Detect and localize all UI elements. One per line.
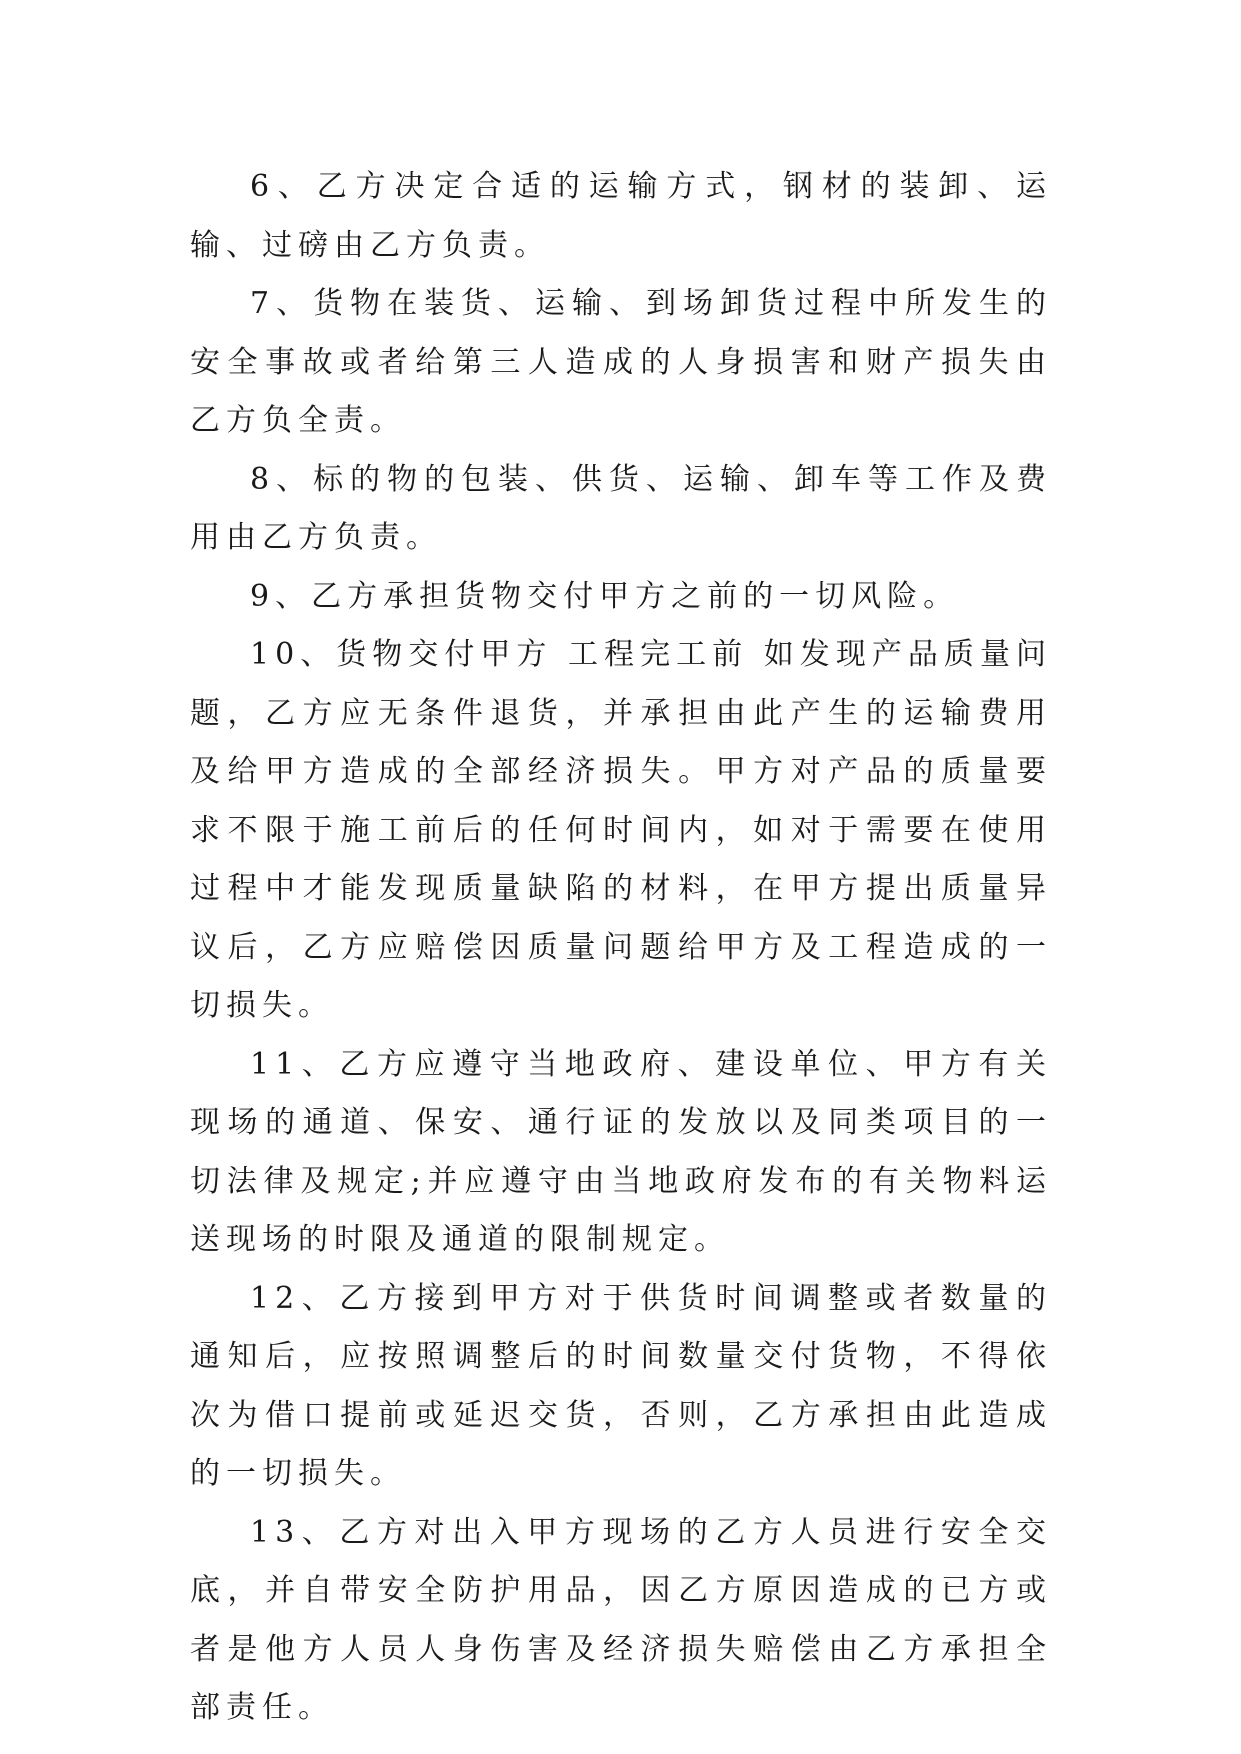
clause-12: 12、乙方接到甲方对于供货时间调整或者数量的通知后，应按照调整后的时间数量交付货物，不得依次为借口提前或延迟交货，否则，乙方承担由此造成的一切损失。	[190, 1280, 1052, 1491]
clause-8: 8、标的物的包装、供货、运输、卸车等工作及费用由乙方负责。	[190, 461, 1052, 555]
clause-11: 11、乙方应遵守当地政府、建设单位、甲方有关现场的通道、保安、通行证的发放以及同类项目的一切法律及规定;并应遵守由当地政府发布的有关物料运送现场的时限及通道的限制规定。	[190, 1046, 1052, 1257]
clause-9: 9、乙方承担货物交付甲方之前的一切风险。	[250, 578, 960, 614]
clause-6: 6、乙方决定合适的运输方式，钢材的装卸、运输、过磅由乙方负责。	[190, 169, 1052, 263]
document-body	[190, 158, 1052, 1738]
clause-13: 13、乙方对出入甲方现场的乙方人员进行安全交底，并自带安全防护用品，因乙方原因造成的已方或者是他方人员人身伤害及经济损失赔偿由乙方承担全部责任。	[190, 1514, 1052, 1725]
clause-7: 7、货物在装货、运输、到场卸货过程中所发生的安全事故或者给第三人造成的人身损害和财产损失由乙方负全责。	[190, 286, 1052, 438]
clause-10: 10、货物交付甲方 工程完工前 如发现产品质量问题，乙方应无条件退货，并承担由此产生的运输费用及给甲方造成的全部经济损失。甲方对产品的质量要求不限于施工前后的任何时间内，如对于需要在使用过程中才能发现质量缺陷的材料，在甲方提出质量异议后，乙方应赔偿因质量问题给甲方及工程造成的一切损失。	[190, 637, 1052, 1023]
